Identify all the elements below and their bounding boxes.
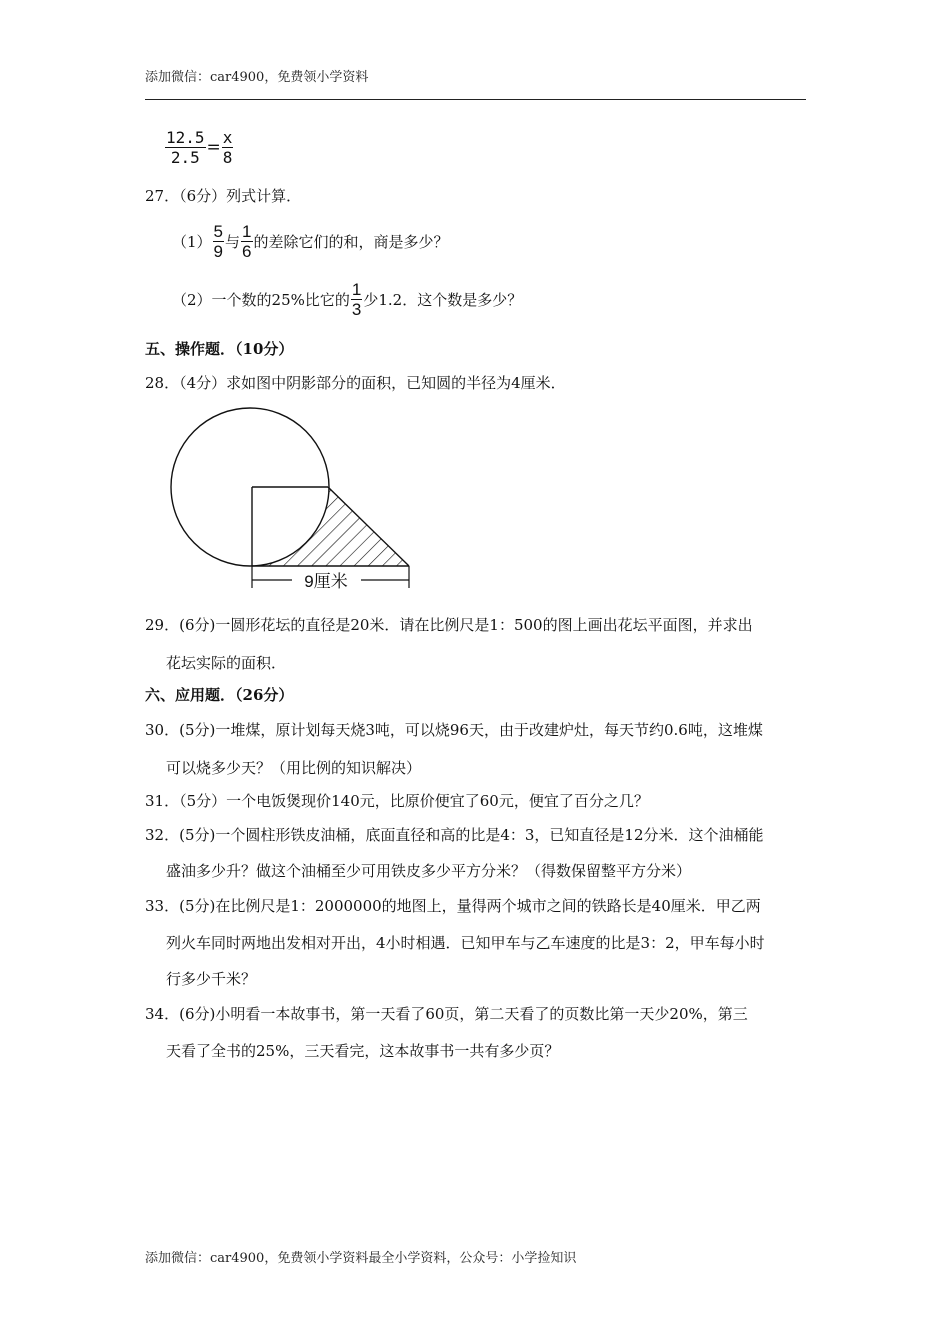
question-30-line-1: 30．(5分)一堆煤，原计划每天烧3吨，可以烧96天，由于改建炉灶，每天节约0.6吨，这堆煤 bbox=[145, 721, 763, 739]
fraction-5-9: $\frac{5}{9}$ bbox=[213, 222, 224, 261]
header-divider bbox=[145, 99, 806, 100]
question-27-part-2: （2）一个数的25%比它的 $\frac{1}{3}$ 少1.2．这个数是多少？ bbox=[172, 280, 523, 319]
fraction-right: $\frac{x}{8}$ bbox=[222, 128, 233, 167]
proportion-equation: $\frac{12.5}{2.5}$ = $\frac{x}{8}$ bbox=[166, 128, 233, 167]
question-27-part-1: （1） $\frac{5}{9}$ 与 $\frac{1}{6}$ 的差除它们的和，商是多少？ bbox=[172, 222, 449, 261]
shaded-region bbox=[252, 487, 409, 566]
question-34-line-2: 天看了全书的25%，三天看完，这本故事书一共有多少页？ bbox=[166, 1042, 560, 1060]
question-28-text: 28．（4分）求如图中阴影部分的面积，已知圆的半径为4厘米． bbox=[145, 374, 566, 392]
question-33-line-2: 列火车同时两地出发相对开出，4小时相遇．已知甲车与乙车速度的比是3：2，甲车每小时 bbox=[166, 934, 765, 952]
question-33-line-1: 33．(5分)在比例尺是1：2000000的地图上，量得两个城市之间的铁路长是40厘米．甲乙两 bbox=[145, 897, 761, 915]
question-30-line-2: 可以烧多少天？（用比例的知识解决） bbox=[166, 759, 422, 777]
question-32-line-1: 32．(5分)一个圆柱形铁皮油桶，底面直径和高的比是4：3，已知直径是12分米．这个油桶能 bbox=[145, 826, 764, 844]
section-5-heading: 五、操作题．（10分） bbox=[145, 340, 294, 358]
page-header: 添加微信：car4900，免费领小学资料 bbox=[145, 70, 369, 85]
fraction-left: $\frac{12.5}{2.5}$ bbox=[166, 128, 205, 167]
question-31-text: 31．（5分）一个电饭煲现价140元，比原价便宜了60元，便宜了百分之几？ bbox=[145, 792, 649, 810]
dimension-label: 9厘米 bbox=[304, 572, 348, 590]
question-27-title: 27．（6分）列式计算． bbox=[145, 187, 302, 205]
fraction-1-3: $\frac{1}{3}$ bbox=[351, 280, 362, 319]
question-34-line-1: 34．(6分)小明看一本故事书，第一天看了60页，第二天看了的页数比第一天少20%，第三 bbox=[145, 1005, 748, 1023]
fraction-1-6: $\frac{1}{6}$ bbox=[242, 222, 252, 261]
question-32-line-2: 盛油多少升？做这个油桶至少可用铁皮多少平方分米？（得数保留整平方分米） bbox=[166, 862, 692, 880]
question-29-line-2: 花坛实际的面积． bbox=[166, 654, 287, 672]
question-29-line-1: 29．(6分)一圆形花坛的直径是20米．请在比例尺是1：500的图上画出花坛平面图，并求出 bbox=[145, 616, 753, 634]
question-33-line-3: 行多少千米？ bbox=[166, 970, 257, 988]
section-6-heading: 六、应用题．（26分） bbox=[145, 686, 294, 704]
shaded-area-figure bbox=[166, 400, 416, 590]
page-footer: 添加微信：car4900，免费领小学资料最全小学资料，公众号：小学捡知识 bbox=[145, 1251, 577, 1266]
